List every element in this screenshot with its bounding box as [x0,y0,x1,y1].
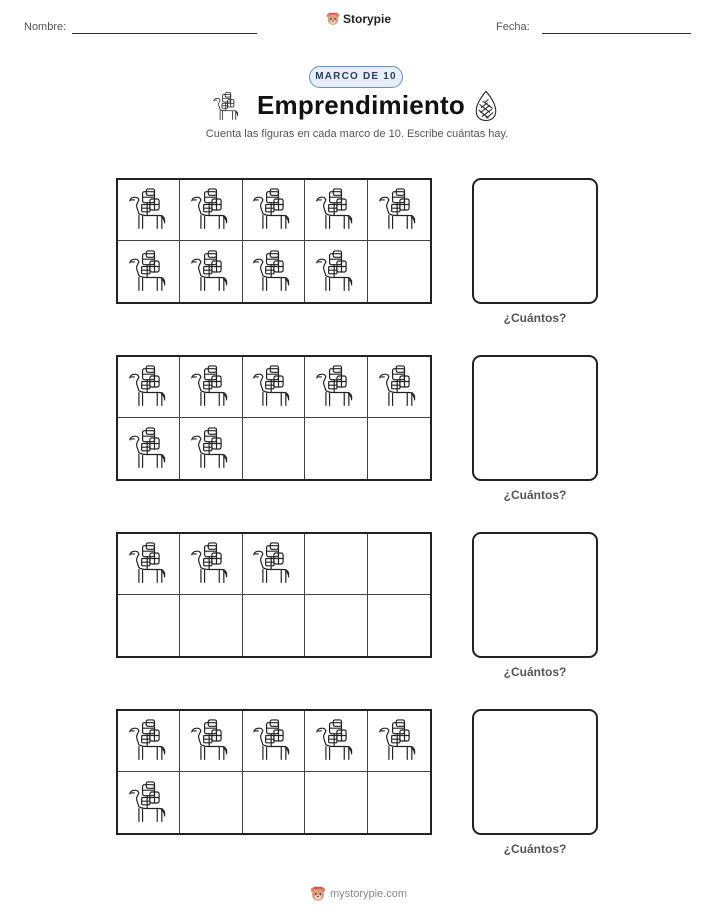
ten-frame-cell [305,357,367,418]
bear-logo-icon [326,12,340,26]
ten-frame-cell [118,711,180,772]
answer-box[interactable] [472,355,598,481]
ten-frame [116,178,432,304]
ten-frame-cell [243,180,305,241]
ten-frame-cell [368,772,430,833]
ten-frame-cell [368,241,430,302]
camel-with-backpack-icon [127,542,171,586]
ten-frame-cell [180,711,242,772]
topic-badge: MARCO DE 10 [309,66,403,88]
camel-with-backpack-icon [251,719,295,763]
camel-with-backpack-icon [189,250,233,294]
answer-label: ¿Cuántos? [503,311,567,325]
ten-frame-cell [180,241,242,302]
date-field[interactable] [542,33,691,34]
camel-with-backpack-icon [314,250,358,294]
ten-frame-cell [368,418,430,479]
camel-with-backpack-icon [377,188,421,232]
ten-frame-cell [118,418,180,479]
ten-frame-cell [305,595,367,656]
brand-logo [326,12,391,26]
ten-frame-cell [180,418,242,479]
ten-frame-cell [243,711,305,772]
camel-with-backpack-icon [189,365,233,409]
ten-frame-cell [243,595,305,656]
name-field[interactable] [72,33,257,34]
answer-box[interactable] [472,709,598,835]
instructions: Cuenta las figuras en cada marco de 10. Escribe cuántas hay. [205,128,509,140]
ten-frame [116,355,432,481]
ten-frame-cell [118,241,180,302]
camel-icon [211,92,243,122]
camel-with-backpack-icon [127,427,171,471]
answer-label: ¿Cuántos? [503,665,567,679]
ten-frame-cell [305,418,367,479]
footer-url: mystorypie.com [330,888,408,900]
ten-frame-cell [118,772,180,833]
answer-label: ¿Cuántos? [503,488,567,502]
ten-frame [116,709,432,835]
bear-logo-icon [310,886,326,902]
ten-frame-cell [180,180,242,241]
camel-with-backpack-icon [127,781,171,825]
ten-frame-cell [305,772,367,833]
ten-frame-cell [305,711,367,772]
ten-frame-cell [118,357,180,418]
ten-frame-cell [118,595,180,656]
brand-name: Storypie [343,12,392,26]
camel-with-backpack-icon [377,719,421,763]
ten-frame-cell [118,534,180,595]
camel-with-backpack-icon [189,427,233,471]
ten-frame-cell [305,241,367,302]
answer-box[interactable] [472,178,598,304]
ten-frame-cell [180,772,242,833]
ten-frame-cell [118,180,180,241]
ten-frame [116,532,432,658]
ten-frame-cell [368,180,430,241]
ten-frame-cell [180,595,242,656]
answer-box[interactable] [472,532,598,658]
ten-frame-cell [243,241,305,302]
camel-with-backpack-icon [127,250,171,294]
page-title: Emprendimiento [257,90,465,120]
camel-with-backpack-icon [251,250,295,294]
camel-with-backpack-icon [189,188,233,232]
ten-frame-cell [305,534,367,595]
camel-with-backpack-icon [314,719,358,763]
camel-with-backpack-icon [251,542,295,586]
camel-with-backpack-icon [189,719,233,763]
camel-with-backpack-icon [127,719,171,763]
camel-with-backpack-icon [377,365,421,409]
ten-frame-cell [368,357,430,418]
camel-with-backpack-icon [314,188,358,232]
ten-frame-cell [243,772,305,833]
camel-with-backpack-icon [127,365,171,409]
camel-with-backpack-icon [314,365,358,409]
camel-with-backpack-icon [127,188,171,232]
ten-frame-cell [180,357,242,418]
ten-frame-cell [243,418,305,479]
ten-frame-cell [368,595,430,656]
camel-with-backpack-icon [251,188,295,232]
ten-frame-cell [243,534,305,595]
seed-icon [473,89,499,123]
answer-label: ¿Cuántos? [503,842,567,856]
camel-with-backpack-icon [189,542,233,586]
ten-frame-cell [180,534,242,595]
ten-frame-cell [305,180,367,241]
footer [310,886,407,902]
name-label: Nombre: [24,21,67,33]
camel-with-backpack-icon [251,365,295,409]
ten-frame-cell [243,357,305,418]
date-label: Fecha: [496,21,530,33]
ten-frame-cell [368,534,430,595]
ten-frame-cell [368,711,430,772]
